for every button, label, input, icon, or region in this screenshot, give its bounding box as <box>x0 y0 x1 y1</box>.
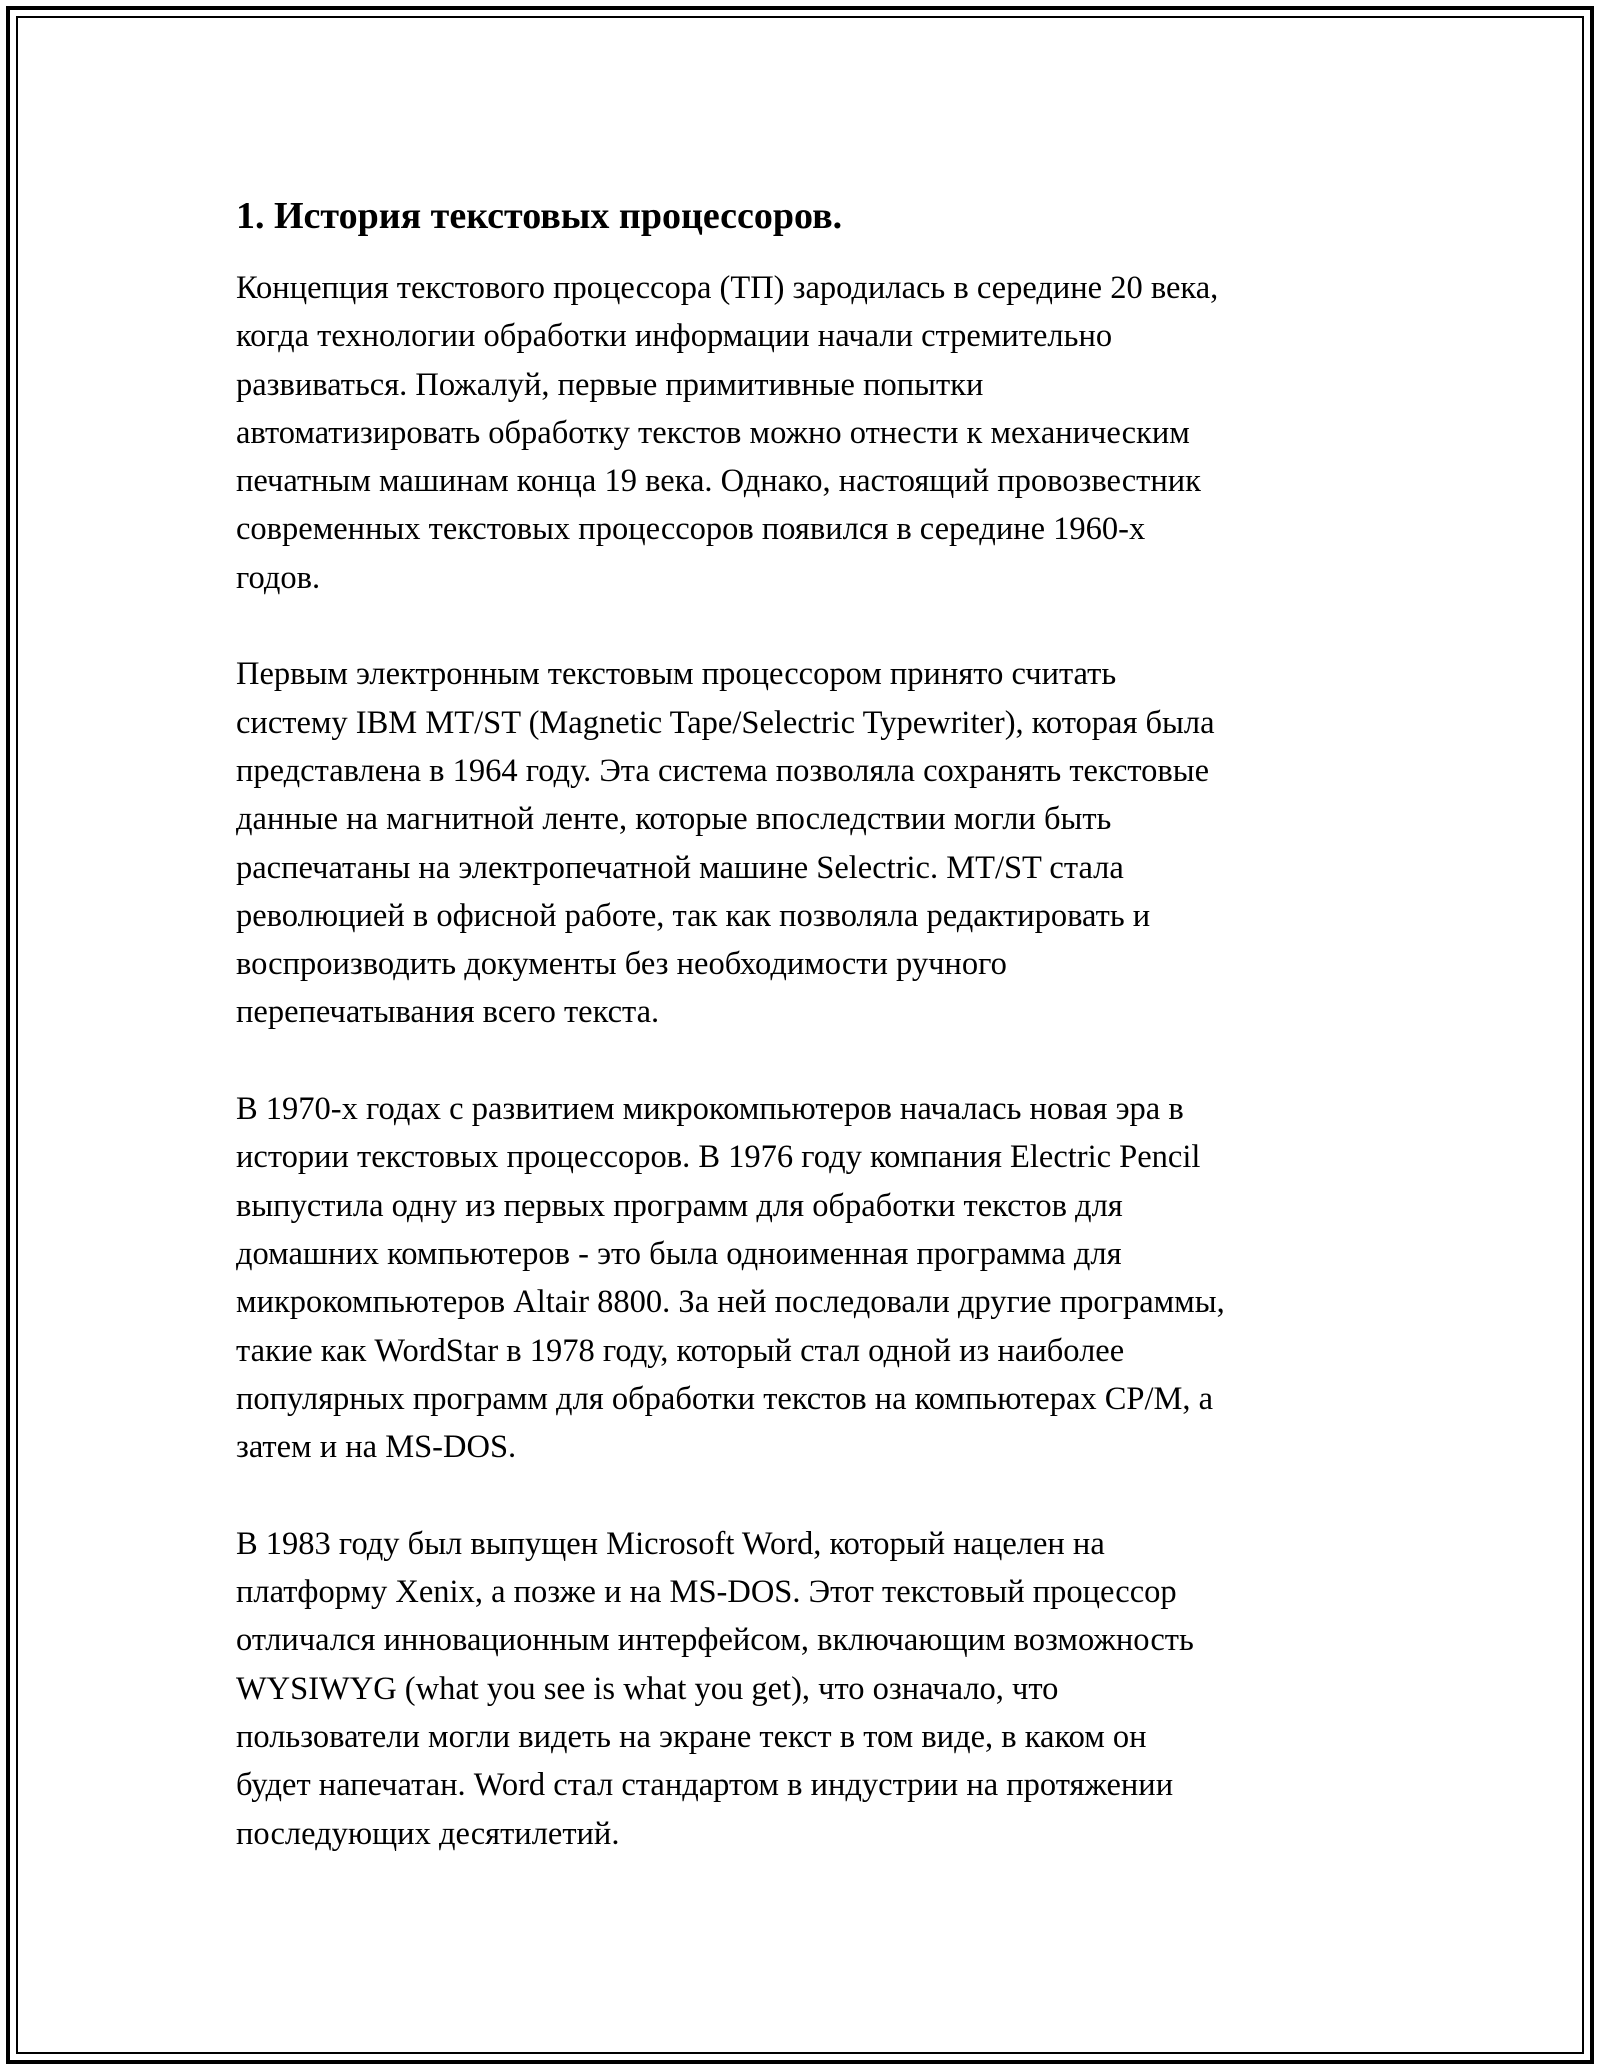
paragraph-line: отличался инновационным интерфейсом, включающим возможность <box>236 1622 1194 1659</box>
paragraph-line: В 1983 году был выпущен Microsoft Word, который нацелен на <box>236 1525 1105 1562</box>
paragraph-line: истории текстовых процессоров. В 1976 году компания Electric Pencil <box>236 1139 1201 1176</box>
paragraph-line: затем и на MS-DOS. <box>236 1429 517 1466</box>
paragraph-line: пользователи могли видеть на экране текст в том виде, в каком он <box>236 1718 1147 1755</box>
paragraph-line: домашних компьютеров - это была одноименная программа для <box>236 1235 1122 1272</box>
paragraph-line: популярных программ для обработки текстов на компьютерах CP/M, а <box>236 1380 1214 1417</box>
paragraph-line: последующих десятилетий. <box>236 1815 620 1852</box>
paragraph-line: Первым электронным текстовым процессором принято считать <box>236 656 1117 693</box>
document-body <box>236 192 1364 1906</box>
paragraph-line: В 1970-х годах с развитием микрокомпьютеров началась новая эра в <box>236 1091 1184 1128</box>
paragraph-line: современных текстовых процессоров появился в середине 1960-х <box>236 511 1146 548</box>
paragraph-line: такие как WordStar в 1978 году, который стал одной из наиболее <box>236 1332 1125 1369</box>
paragraph-line: представлена в 1964 году. Эта система позволяла сохранять текстовые <box>236 752 1210 789</box>
paragraph <box>236 1085 1364 1471</box>
paragraph-line: платформу Xenix, а позже и на MS-DOS. Этот текстовый процессор <box>236 1574 1177 1611</box>
paragraph-line: автоматизировать обработку текстов можно отнести к механическим <box>236 414 1190 451</box>
paragraph-line: данные на магнитной ленте, которые впоследствии могли быть <box>236 801 1112 838</box>
paragraph <box>236 650 1364 1036</box>
paragraph-line: WYSIWYG (what you see is what you get), что означало, что <box>236 1670 1059 1707</box>
paragraph <box>236 1520 1364 1858</box>
paragraph-line: распечатаны на электропечатной машине Selectric. MT/ST стала <box>236 849 1124 886</box>
paragraph-line: развиваться. Пожалуй, первые примитивные попытки <box>236 366 984 403</box>
paragraph-line: воспроизводить документы без необходимости ручного <box>236 946 1007 983</box>
paragraph-line: революцией в офисной работе, так как позволяла редактировать и <box>236 897 1151 934</box>
paragraph-line: выпустила одну из первых программ для обработки текстов для <box>236 1187 1123 1224</box>
paragraph-line: когда технологии обработки информации начали стремительно <box>236 318 1113 355</box>
paragraph-line: систему IBM MT/ST (Magnetic Tape/Selectric Typewriter), которая была <box>236 704 1215 741</box>
paragraph-line: перепечатывания всего текста. <box>236 994 660 1031</box>
section-heading: 1. История текстовых процессоров. <box>236 195 843 237</box>
paragraph-line: годов. <box>236 559 321 596</box>
paragraph-list <box>236 264 1364 1858</box>
paragraph-line: будет напечатан. Word стал стандартом в индустрии на протяжении <box>236 1767 1174 1804</box>
paragraph-line: печатным машинам конца 19 века. Однако, настоящий провозвестник <box>236 463 1201 500</box>
paragraph-line: Концепция текстового процессора (ТП) зародилась в середине 20 века, <box>236 270 1219 306</box>
paragraph <box>236 264 1364 602</box>
paragraph-line: микрокомпьютеров Altair 8800. За ней последовали другие программы, <box>236 1284 1225 1321</box>
